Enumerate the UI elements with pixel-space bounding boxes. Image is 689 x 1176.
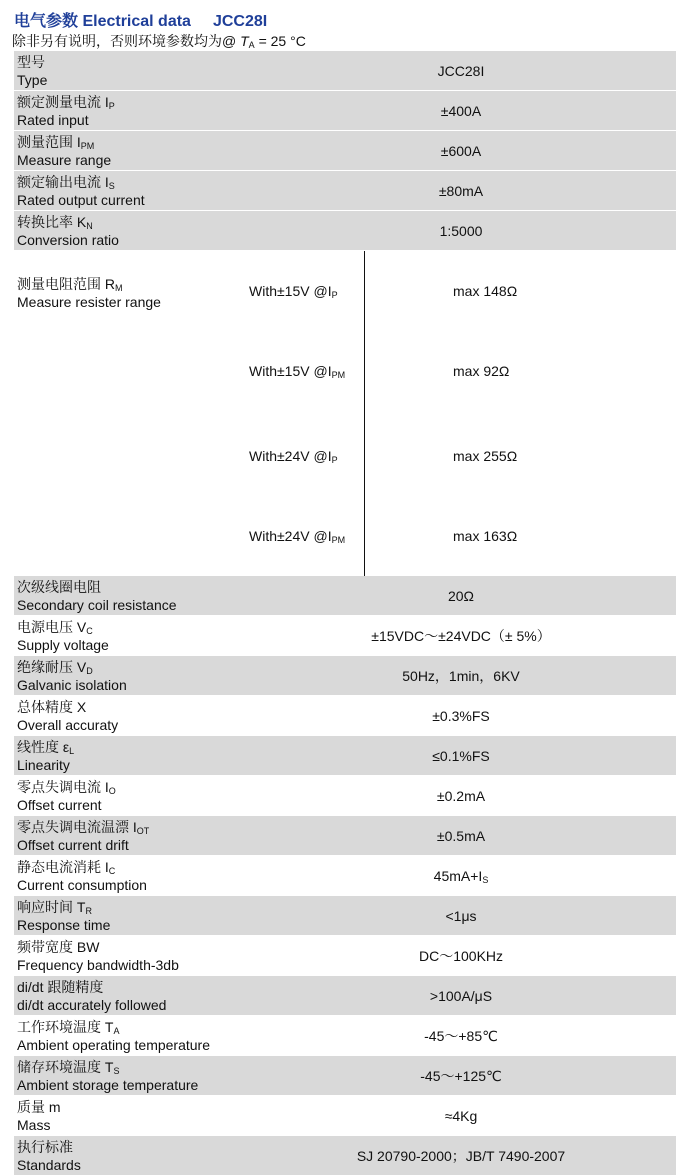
- param-name-zh: [17, 818, 246, 836]
- param-name-en: Offset current drift: [17, 836, 129, 853]
- table-row: [14, 91, 676, 131]
- param-value-text: -45～+125℃: [420, 1067, 502, 1084]
- param-symbol-sub: D: [86, 665, 93, 676]
- param-name-en: Type: [17, 71, 48, 88]
- condition-current-sub: P: [331, 290, 338, 300]
- param-name-zh: [17, 1018, 246, 1036]
- condition-current-sub: PM: [331, 535, 346, 545]
- param-value: [246, 1136, 676, 1176]
- param-name-en: Ambient operating temperature: [17, 1036, 210, 1053]
- param-name-zh: [17, 738, 246, 756]
- table-row: [14, 1096, 676, 1136]
- param-name-zh-text: 频带宽度 BW: [17, 938, 100, 955]
- param-name-en: Response time: [17, 916, 111, 933]
- table-row: [14, 736, 676, 776]
- param-label: [14, 1056, 246, 1096]
- param-name-en: Frequency bandwidth-3db: [17, 956, 179, 973]
- param-label: [14, 251, 246, 577]
- table-row: [14, 1136, 676, 1176]
- param-name-en: Supply voltage: [17, 636, 109, 653]
- param-name-zh-text: 绝缘耐压: [17, 658, 77, 675]
- param-value: [246, 616, 676, 656]
- param-name-en: Galvanic isolation: [17, 676, 127, 693]
- condition-voltage: [246, 331, 365, 411]
- param-label: [14, 1096, 246, 1136]
- param-value-text: 20Ω: [447, 587, 475, 604]
- condition-value: max 255Ω: [365, 416, 677, 496]
- param-symbol-sub: R: [85, 905, 92, 916]
- param-name-zh: [17, 658, 246, 676]
- param-symbol: I: [104, 93, 109, 110]
- param-name-zh: [17, 778, 246, 796]
- condition-voltage: [246, 416, 365, 496]
- param-name-en: Measure range: [17, 151, 112, 168]
- param-symbol-sub: P: [108, 100, 115, 111]
- param-value: [246, 1056, 676, 1096]
- condition-current-sub: PM: [331, 370, 346, 380]
- param-symbol: I: [104, 858, 109, 875]
- param-value: [246, 936, 676, 976]
- condition-voltage-text: With±24V @I: [249, 528, 332, 544]
- param-name-zh-text: 质量 m: [17, 1098, 61, 1115]
- param-name-zh: [17, 53, 246, 71]
- table-row: [14, 816, 676, 856]
- param-name-zh: [17, 133, 246, 151]
- param-name-zh-text: 响应时间: [17, 898, 77, 915]
- param-value: [246, 896, 676, 936]
- param-value-text: DC～100KHz: [418, 947, 504, 964]
- param-name-en: Rated output current: [17, 191, 145, 208]
- condition-voltage-text: With±15V @I: [249, 283, 332, 299]
- resistance-conditions: [246, 251, 676, 577]
- param-symbol-sub: L: [69, 745, 75, 756]
- param-name-en: Standards: [17, 1156, 81, 1173]
- param-label: [14, 656, 246, 696]
- param-name-en: Overall accuraty: [17, 716, 119, 733]
- param-symbol: T: [104, 1058, 114, 1075]
- table-row: [14, 896, 676, 936]
- param-name-zh-text: 型号: [17, 53, 45, 70]
- param-symbol-sub: C: [86, 625, 93, 636]
- table-row: [14, 976, 676, 1016]
- param-name-en: di/dt accurately followed: [17, 996, 167, 1013]
- page-subtitle: [12, 31, 306, 51]
- table-row: [14, 856, 676, 896]
- model-name: JCC28I: [212, 13, 268, 30]
- param-symbol: K: [76, 213, 87, 230]
- conditions-table: [246, 251, 676, 576]
- param-value: [246, 1096, 676, 1136]
- param-name-zh-text: di/dt 跟随精度: [17, 978, 104, 995]
- param-name-en: Offset current: [17, 796, 102, 813]
- param-value: [246, 776, 676, 816]
- param-symbol: I: [76, 133, 81, 150]
- param-value-text: ±0.3%FS: [432, 707, 490, 724]
- param-value-text: 45mA+I: [433, 867, 483, 884]
- param-label: [14, 1016, 246, 1056]
- table-row: [14, 171, 676, 211]
- param-name-zh-text: 次级线圈电阻: [17, 578, 101, 595]
- table-row: [14, 936, 676, 976]
- param-value-text: 1:5000: [439, 222, 483, 239]
- param-value-text: ≤0.1%FS: [432, 747, 490, 764]
- table-row: [14, 1016, 676, 1056]
- param-value: [246, 656, 676, 696]
- param-symbol: I: [104, 778, 109, 795]
- param-value-text: ±80mA: [438, 182, 484, 199]
- param-label: [14, 856, 246, 896]
- param-name-en: Rated input: [17, 111, 89, 128]
- param-value: [246, 171, 676, 211]
- condition-row: [246, 251, 676, 331]
- param-value: [246, 211, 676, 251]
- param-value-text: SJ 20790-2000；JB/T 7490-2007: [356, 1147, 566, 1164]
- param-symbol: R: [104, 276, 116, 292]
- param-label: [14, 936, 246, 976]
- param-name-zh: [17, 578, 246, 596]
- param-symbol-sub: OT: [136, 825, 150, 836]
- param-value-text: <1μs: [445, 907, 477, 924]
- param-name-zh: [17, 275, 246, 293]
- param-name-zh: [17, 618, 246, 636]
- table-row: [14, 131, 676, 171]
- param-value: [246, 736, 676, 776]
- param-symbol: ε: [62, 738, 70, 755]
- param-symbol: V: [76, 658, 87, 675]
- param-name-zh-text: 静态电流消耗: [17, 858, 105, 875]
- param-label: [14, 896, 246, 936]
- param-value-text: ±0.5mA: [436, 827, 486, 844]
- param-value: [246, 976, 676, 1016]
- param-value-sub: S: [482, 874, 489, 885]
- table-row: [14, 616, 676, 656]
- param-name-en: Conversion ratio: [17, 231, 119, 248]
- param-value: [246, 1016, 676, 1056]
- param-label: [14, 616, 246, 656]
- table-row: [14, 576, 676, 616]
- param-value: [246, 51, 676, 91]
- table-row: [14, 776, 676, 816]
- param-symbol: T: [104, 1018, 114, 1035]
- table-row: [14, 211, 676, 251]
- condition-voltage: [246, 496, 365, 576]
- param-name-en: Ambient storage temperature: [17, 1076, 199, 1093]
- param-label: [14, 51, 246, 91]
- param-name-zh-text: 线性度: [17, 738, 63, 755]
- param-name-zh: [17, 173, 246, 191]
- condition-value: max 163Ω: [365, 496, 677, 576]
- param-value-text: ±600A: [440, 142, 482, 159]
- param-symbol-sub: PM: [80, 140, 95, 151]
- condition-value: max 92Ω: [365, 331, 677, 411]
- param-value-text: JCC28I: [437, 62, 485, 79]
- param-name-zh-text: 工作环境温度: [17, 1018, 105, 1035]
- table-row: [14, 1056, 676, 1096]
- subtitle-prefix: 除非另有说明，否则环境参数均为@: [12, 33, 241, 49]
- param-name-zh: [17, 1138, 246, 1156]
- condition-voltage-text: With±15V @I: [249, 363, 332, 379]
- param-symbol-sub: C: [108, 865, 116, 876]
- subtitle-suffix: = 25 °C: [254, 33, 306, 49]
- param-name-en: Linearity: [17, 756, 70, 773]
- param-symbol: V: [76, 618, 87, 635]
- param-value-text: -45～+85℃: [424, 1027, 498, 1044]
- param-name-zh-text: 测量范围: [17, 133, 77, 150]
- param-value: [246, 816, 676, 856]
- param-value-text: ±400A: [440, 102, 482, 119]
- table-row-resistance: [14, 251, 676, 577]
- param-label: [14, 211, 246, 251]
- param-label: [14, 736, 246, 776]
- param-label: [14, 696, 246, 736]
- param-symbol-sub: A: [113, 1025, 120, 1036]
- table-row: [14, 656, 676, 696]
- param-symbol-sub: O: [108, 785, 116, 796]
- param-symbol-sub: M: [115, 283, 123, 293]
- param-value-text: ±0.2mA: [436, 787, 486, 804]
- param-value-text: 50Hz，1min，6KV: [402, 667, 520, 684]
- param-value: [246, 576, 676, 616]
- condition-voltage-text: With±24V @I: [249, 448, 332, 464]
- page-title: [14, 8, 267, 31]
- param-name-zh-text: 执行标准: [17, 1138, 73, 1155]
- param-label: [14, 776, 246, 816]
- param-value: [246, 131, 676, 171]
- param-name-en: Secondary coil resistance: [17, 596, 177, 613]
- param-value-text: >100A/μS: [429, 987, 493, 1004]
- param-name-en: Measure resister range: [17, 294, 161, 310]
- param-name-zh-text: 零点失调电流温漂: [17, 818, 133, 835]
- condition-voltage: [246, 251, 365, 331]
- param-label: [14, 576, 246, 616]
- param-label: [14, 91, 246, 131]
- param-label: [14, 1136, 246, 1176]
- condition-row: [246, 416, 676, 496]
- param-symbol: T: [76, 898, 86, 915]
- param-value: [246, 856, 676, 896]
- subtitle-var: T: [240, 33, 249, 49]
- param-label: [14, 816, 246, 856]
- param-label: [14, 131, 246, 171]
- param-name-zh-text: 测量电阻范围: [17, 276, 105, 292]
- condition-value: max 148Ω: [365, 251, 677, 331]
- param-symbol: I: [132, 818, 137, 835]
- subtitle-sub: A: [248, 40, 255, 50]
- condition-row: [246, 496, 676, 576]
- param-name-zh-text: 储存环境温度: [17, 1058, 105, 1075]
- param-value: [246, 91, 676, 131]
- param-value: [246, 696, 676, 736]
- param-name-zh-text: 转换比率: [17, 213, 77, 230]
- param-symbol-sub: S: [108, 180, 115, 191]
- param-name-zh: [17, 858, 246, 876]
- param-name-zh: [17, 698, 246, 716]
- param-name-zh-text: 零点失调电流: [17, 778, 105, 795]
- title-text: 电气参数 Electrical data: [14, 13, 191, 30]
- param-value-text: ±15VDC～±24VDC（± 5%）: [371, 627, 551, 644]
- param-symbol-sub: S: [113, 1065, 120, 1076]
- param-name-zh-text: 总体精度 X: [17, 698, 87, 715]
- param-name-zh-text: 电源电压: [17, 618, 77, 635]
- param-name-zh-text: 额定测量电流: [17, 93, 105, 110]
- param-symbol: I: [104, 173, 109, 190]
- param-name-zh: [17, 1058, 246, 1076]
- param-name-en: Current consumption: [17, 876, 147, 893]
- condition-current-sub: P: [331, 455, 338, 465]
- param-name-zh: [17, 1098, 246, 1116]
- param-name-zh: [17, 213, 246, 231]
- param-name-zh-text: 额定输出电流: [17, 173, 105, 190]
- param-name-zh: [17, 93, 246, 111]
- condition-row: [246, 331, 676, 411]
- param-name-zh: [17, 978, 246, 996]
- param-label: [14, 171, 246, 211]
- table-row: [14, 696, 676, 736]
- table-row: [14, 51, 676, 91]
- param-symbol-sub: N: [86, 220, 93, 231]
- param-label: [14, 976, 246, 1016]
- spec-table: [14, 51, 676, 1176]
- param-name-zh: [17, 938, 246, 956]
- param-name-zh: [17, 898, 246, 916]
- param-name-en: Mass: [17, 1116, 51, 1133]
- param-value-text: ≈4Kg: [444, 1107, 478, 1124]
